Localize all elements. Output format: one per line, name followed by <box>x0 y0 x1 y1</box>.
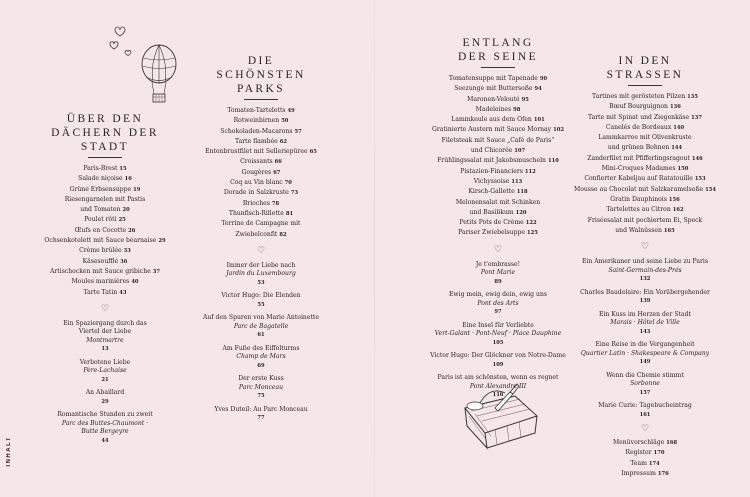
page-number: 161 <box>639 411 651 418</box>
story-entry[interactable] <box>565 402 725 419</box>
page-number: 135 <box>687 94 698 100</box>
page-number: 170 <box>653 450 665 457</box>
story-entry[interactable] <box>565 372 725 398</box>
recipe-entry[interactable] <box>418 218 578 228</box>
recipe-list <box>565 92 725 236</box>
recipe-entry[interactable] <box>30 288 180 298</box>
recipe-title: und Chicorée <box>470 147 513 155</box>
recipe-entry[interactable] <box>565 174 725 184</box>
story-entry[interactable] <box>565 289 725 306</box>
page-number: 125 <box>526 230 538 237</box>
recipe-entry[interactable] <box>565 154 725 164</box>
recipe-entry[interactable] <box>418 125 578 135</box>
story-entry[interactable] <box>565 341 725 367</box>
story-title: Ein Amerikaner und seine Liebe zu Paris <box>581 258 709 266</box>
page-number: 29 <box>158 238 166 245</box>
page-number: 29 <box>101 398 109 405</box>
recipe-title: und grünen Bohnen <box>607 144 670 152</box>
recipe-entry[interactable] <box>418 105 578 115</box>
back-matter-entry[interactable] <box>565 448 725 458</box>
recipe-title: und Basilikum <box>469 208 514 216</box>
recipe-entry[interactable] <box>418 115 578 125</box>
heart-divider-icon: ♡ <box>100 303 110 314</box>
recipe-title: Frühlingssalat mit Jakobsmuscheln <box>437 157 546 165</box>
page-number: 15 <box>119 166 127 172</box>
page-number: 53 <box>257 279 265 286</box>
recipe-entry[interactable] <box>418 208 578 218</box>
story-entry[interactable] <box>186 292 336 309</box>
recipe-entry[interactable] <box>565 205 725 215</box>
recipe-title: und Tomaten <box>80 206 121 214</box>
story-title: An Abaillard <box>85 389 125 397</box>
page-number: 139 <box>639 298 651 305</box>
recipe-title: Tarte Tatin <box>83 288 118 296</box>
recipe-entry[interactable] <box>186 106 336 116</box>
story-title: Viertel der Liebe <box>78 328 132 336</box>
page-number: 26 <box>128 227 136 234</box>
page-number: 113 <box>511 178 523 185</box>
page-number: 174 <box>648 460 660 467</box>
recipe-entry[interactable] <box>30 195 180 205</box>
recipe-entry[interactable] <box>186 116 336 126</box>
recipe-title: Lammkarree mit Olivenkruste <box>598 134 692 142</box>
page-number: 40 <box>131 279 139 286</box>
recipe-title: Friséesalat mit pochiertem Ei, Speck <box>587 216 703 224</box>
recipe-entry[interactable] <box>30 267 180 277</box>
page-number: 116 <box>492 392 504 399</box>
page-number: 154 <box>705 186 717 193</box>
page-number: 176 <box>657 471 669 478</box>
recipe-title: Mousse au Chocolat mit Salzkaramelsoße <box>573 185 704 193</box>
back-matter-title: Team <box>630 459 647 467</box>
page-number: 19 <box>133 186 141 193</box>
recipe-entry[interactable] <box>30 246 180 256</box>
recipe-title: Tartelettes au Citron <box>606 206 671 214</box>
section-heading: ENTLANG DER SEINE <box>457 37 539 63</box>
page-number: 109 <box>492 361 504 368</box>
recipe-title: Grüne Erbsensuppe <box>69 185 132 193</box>
story-location: Parc de Bagatelle <box>233 322 289 330</box>
story-title: Ein Spaziergang durch das <box>63 319 147 327</box>
recipe-entry[interactable] <box>565 133 725 143</box>
recipe-title: Seezunge mit Buttersoße <box>454 85 533 93</box>
page-number: 36 <box>120 258 128 265</box>
recipe-entry[interactable] <box>186 168 336 178</box>
page-number: 137 <box>691 114 703 121</box>
story-location: Pont Alexandre III <box>469 382 527 390</box>
story-entry[interactable] <box>30 320 180 354</box>
recipe-title: Paris-Brest <box>83 165 118 172</box>
recipe-entry[interactable] <box>565 185 725 195</box>
recipe-title: Poulet rôti <box>84 216 117 224</box>
recipe-title: Tomatensuppe mit Tapenade <box>448 75 538 82</box>
section-heading: IN DEN STRASSEN <box>606 55 684 81</box>
recipe-entry[interactable] <box>418 156 578 166</box>
page-number: 98 <box>513 106 521 113</box>
page-number: 89 <box>494 278 502 285</box>
recipe-entry[interactable] <box>565 102 725 112</box>
recipe-title: Kirsch-Gallette <box>468 188 515 196</box>
heading-rule <box>88 157 122 158</box>
page-number: 150 <box>677 166 689 173</box>
story-title: Marie Curie: Tagebucheintrag <box>598 402 692 410</box>
recipe-entry[interactable] <box>186 188 336 198</box>
recipe-entry[interactable] <box>565 92 725 102</box>
story-entry[interactable] <box>30 389 180 406</box>
recipe-entry[interactable] <box>186 230 336 240</box>
page-number: 144 <box>671 145 683 152</box>
page-number: 153 <box>694 176 706 183</box>
recipe-entry[interactable] <box>30 257 180 267</box>
story-title: Victor Hugo: Die Elenden <box>221 292 301 300</box>
page-number: 168 <box>666 440 678 447</box>
recipe-title: Bœuf Bourguignon <box>609 103 668 111</box>
page-number: 73 <box>290 190 299 197</box>
heart-divider-icon: ♡ <box>256 245 266 256</box>
column-daecher <box>30 112 180 497</box>
recipe-title: Schokoladen-Macarons <box>220 127 293 135</box>
story-title: Wenn die Chemie stimmt <box>606 371 684 379</box>
page-number: 33 <box>123 248 131 255</box>
hearts-icon <box>108 22 134 56</box>
recipe-entry[interactable] <box>418 95 578 105</box>
back-matter-title: Impressum <box>621 470 656 478</box>
page-number: 16 <box>124 176 132 183</box>
recipe-title: Tarte mit Spinat und Ziegenkäse <box>587 113 690 121</box>
page-number: 132 <box>639 276 651 283</box>
page-number: 107 <box>514 148 526 155</box>
section-heading: ÜBER DEN DÄCHERN DER STADT <box>51 113 159 153</box>
story-list <box>418 261 578 400</box>
recipe-title: Thunfisch-Rillette <box>228 209 284 217</box>
story-location: Jardin du Luxembourg <box>226 270 296 278</box>
recipe-title: Dorade in Salzkruste <box>223 189 289 197</box>
recipe-entry[interactable] <box>186 127 336 137</box>
recipe-title: Gratinierte Austern mit Sauce Mornay <box>432 126 552 134</box>
recipe-entry[interactable] <box>565 216 725 226</box>
heart-divider-icon: ♡ <box>493 244 503 255</box>
story-entry[interactable] <box>565 311 725 337</box>
page-number: 90 <box>539 76 548 82</box>
page-number: 37 <box>152 268 160 275</box>
page-number: 122 <box>525 220 537 227</box>
recipe-entry[interactable] <box>418 136 578 146</box>
page-number: 49 <box>287 108 295 114</box>
page-number: 82 <box>279 231 287 238</box>
story-location: Parc des Buttes-Chaumont · <box>61 419 149 427</box>
story-entry[interactable] <box>418 261 578 287</box>
page-number: 94 <box>534 86 542 93</box>
recipe-title: Lammkeule aus dem Ofen <box>451 116 532 124</box>
story-location: Père-Lachaise <box>83 367 127 375</box>
recipe-title: Entenbrustfilet mit Selleriepüree <box>205 148 308 156</box>
page-number: 66 <box>274 159 282 166</box>
recipe-entry[interactable] <box>418 177 578 187</box>
story-list <box>30 320 180 446</box>
heading-rule <box>481 67 515 68</box>
page-number: 62 <box>279 138 287 145</box>
recipe-title: Tartines mit gerösteten Pilzen <box>591 93 686 100</box>
recipe-title: Croissants <box>240 158 273 166</box>
recipe-entry[interactable] <box>418 198 578 208</box>
back-matter-title: Register <box>625 449 652 457</box>
page-number: 25 <box>118 217 126 224</box>
back-matter-entry[interactable] <box>565 469 725 479</box>
story-list <box>186 262 336 423</box>
recipe-title: Filetsteak mit Sauce „Café de Paris“ <box>441 136 555 144</box>
recipe-title: Ochsenkotelett mit Sauce béarnaise <box>44 237 157 245</box>
recipe-title: Gratin Dauphinois <box>610 195 667 203</box>
page-gutter <box>374 0 375 497</box>
recipe-title: Brioches <box>242 199 270 207</box>
page-number: 44 <box>101 437 109 444</box>
recipe-title: Pariser Zwiebelsuppe <box>458 229 525 237</box>
side-label: INHALT <box>6 436 12 467</box>
section-heading: DIE SCHÖNSTEN PARKS <box>216 55 306 95</box>
page-number: 21 <box>101 376 109 383</box>
recipe-title: Canelés de Bordeaux <box>605 123 672 131</box>
recipe-title: Riesengarnelen mit Pastis <box>64 195 146 203</box>
story-location: Champ de Mars <box>236 353 286 361</box>
story-entry[interactable] <box>418 352 578 369</box>
recipe-title: Zanderfilet mit Pfifferlingsragout <box>587 154 690 162</box>
recipe-entry[interactable] <box>30 185 180 195</box>
recipe-title: Moules marinières <box>71 278 130 286</box>
page-number: 97 <box>494 309 502 316</box>
story-title: Eine Reise in die Vergangenheit <box>595 341 695 349</box>
story-entry[interactable] <box>186 314 336 340</box>
page-number: 143 <box>639 328 651 335</box>
recipe-entry[interactable] <box>418 228 578 238</box>
story-location: Sorbonne <box>630 380 660 388</box>
recipe-title: Artischocken mit Sauce gribiche <box>49 267 151 275</box>
story-location: Parc Monceau <box>238 383 284 391</box>
recipe-entry[interactable] <box>186 147 336 157</box>
recipe-entry[interactable] <box>565 123 725 133</box>
recipe-title: Zwiebelconfit <box>235 230 278 238</box>
page-number: 140 <box>673 124 685 131</box>
story-entry[interactable] <box>418 322 578 348</box>
page-number: 146 <box>691 155 703 162</box>
story-location: Butte Bergeyre <box>81 428 129 436</box>
story-title: Immer der Liebe nach <box>226 261 296 269</box>
recipe-title: Käsesoufflé <box>82 257 119 265</box>
recipe-entry[interactable] <box>565 143 725 153</box>
recipe-entry[interactable] <box>186 157 336 167</box>
story-entry[interactable] <box>186 262 336 288</box>
recipe-entry[interactable] <box>418 167 578 177</box>
recipe-title: Pistazien-Financiers <box>460 167 523 175</box>
story-title: Ein Kuss im Herzen der Stadt <box>599 310 691 318</box>
recipe-title: Tomaten-Tarteletts <box>227 107 286 114</box>
page-number: 101 <box>533 117 545 124</box>
recipe-entry[interactable] <box>186 178 336 188</box>
recipe-title: Coq au Vin blanc <box>230 179 283 187</box>
story-title: Ewig mein, ewig dein, ewig uns <box>448 291 548 299</box>
page-number: 67 <box>273 169 281 176</box>
recipe-title: Vichyssoise <box>473 177 510 185</box>
recipe-title: Madeleines <box>475 105 512 113</box>
recipe-title: Gougères <box>241 168 272 176</box>
recipe-list <box>30 164 180 298</box>
page-number: 95 <box>521 96 529 103</box>
column-parks <box>186 54 336 497</box>
recipe-entry[interactable] <box>565 113 725 123</box>
recipe-entry[interactable] <box>565 195 725 205</box>
recipe-title: Mini-Croques Madames <box>601 165 676 173</box>
recipe-list <box>418 74 578 239</box>
page-number: 70 <box>284 180 292 187</box>
story-entry[interactable] <box>186 345 336 371</box>
story-location: Saint-Germain-des-Prés <box>608 266 682 274</box>
recipe-entry[interactable] <box>30 277 180 287</box>
story-title: Victor Hugo: Der Glöckner von Notre-Dame <box>430 352 566 360</box>
story-title: Je t'embrasse! <box>475 260 521 268</box>
recipe-entry[interactable] <box>418 187 578 197</box>
page-number: 50 <box>281 118 289 125</box>
story-title: Eine Insel für Verliebte <box>462 321 534 329</box>
recipe-title: Salade niçoise <box>78 175 123 183</box>
page-number: 120 <box>515 209 527 216</box>
page-number: 78 <box>271 200 280 207</box>
story-entry[interactable] <box>30 359 180 385</box>
page-number: 110 <box>547 158 559 165</box>
story-title: Yves Duteil: Au Parc Monceau <box>214 405 308 413</box>
page-number: 149 <box>639 359 651 366</box>
recipe-entry[interactable] <box>418 146 578 156</box>
page-number: 43 <box>119 289 127 296</box>
story-title: Am Fuße des Eiffelturms <box>222 344 300 352</box>
page-number: 136 <box>669 104 681 111</box>
story-entry[interactable] <box>186 375 336 401</box>
page-number: 102 <box>553 127 564 134</box>
recipe-entry[interactable] <box>30 174 180 184</box>
recipe-entry[interactable] <box>30 236 180 246</box>
story-title: Auf den Spuren von Marie Antoinette <box>203 314 319 322</box>
recipe-list <box>186 106 336 240</box>
page-number: 112 <box>524 168 536 175</box>
recipe-entry[interactable] <box>565 164 725 174</box>
story-entry[interactable] <box>565 258 725 284</box>
recipe-entry[interactable] <box>186 209 336 219</box>
heart-divider-icon: ♡ <box>640 424 650 435</box>
story-location: Quartier Latin · Shakespeare & Company <box>580 349 710 357</box>
recipe-title: Crème brûlée <box>79 247 122 255</box>
story-title: Verbotene Liebe <box>79 358 131 366</box>
story-location: Montmartre <box>86 336 124 344</box>
story-location: Pont Marie <box>480 269 516 277</box>
column-seine <box>418 36 578 497</box>
page-number: 69 <box>257 362 265 369</box>
story-list <box>565 258 725 419</box>
story-location: Pont des Arts <box>477 299 519 307</box>
recipe-entry[interactable] <box>186 137 336 147</box>
recipe-entry[interactable] <box>30 215 180 225</box>
recipe-title: Petits Pots de Crème <box>459 219 524 227</box>
recipe-entry[interactable] <box>186 199 336 209</box>
page-number: 157 <box>639 389 651 396</box>
hot-air-balloon-icon <box>138 44 180 106</box>
story-entry[interactable] <box>418 291 578 317</box>
story-entry[interactable] <box>418 374 578 400</box>
page-number: 65 <box>309 149 317 156</box>
back-matter-list <box>565 438 725 479</box>
recipe-title: Rotweinbirnen <box>233 117 280 125</box>
page-number: 118 <box>516 189 528 196</box>
page-number: 156 <box>668 196 680 203</box>
page-number: 61 <box>257 332 265 339</box>
page-number: 75 <box>257 393 265 400</box>
back-matter-entry[interactable] <box>565 438 725 448</box>
page-number: 105 <box>492 339 504 346</box>
recipe-title: Terrine de Campagne mit <box>221 220 301 228</box>
recipe-title: und Walnüssen <box>615 226 662 234</box>
story-title: Der erste Kuss <box>238 375 284 383</box>
recipe-entry[interactable] <box>418 74 578 84</box>
back-matter-title: Menüvorschläge <box>612 439 665 447</box>
heading-rule <box>628 85 662 86</box>
heading-rule <box>244 99 278 100</box>
heart-divider-icon: ♡ <box>640 242 650 253</box>
story-entry[interactable] <box>186 406 336 423</box>
recipe-entry[interactable] <box>565 226 725 236</box>
story-location: Vert-Galant · Pont-Neuf · Place Dauphine <box>434 330 562 338</box>
recipe-entry[interactable] <box>30 205 180 215</box>
story-entry[interactable] <box>30 411 180 445</box>
page-number: 55 <box>257 301 265 308</box>
page-number: 165 <box>663 227 675 234</box>
page-number: 57 <box>294 128 302 135</box>
column-strassen <box>565 54 725 497</box>
story-title: Charles Baudelaire: Ein Vorübergehender <box>580 288 710 296</box>
page-number: 20 <box>122 207 130 214</box>
recipe-title: Melonensalat mit Schinken <box>455 198 541 206</box>
recipe-title: Confierter Kabeljau auf Ratatouille <box>584 175 693 183</box>
page-number: 81 <box>285 210 294 217</box>
recipe-title: Œufs en Cocotte <box>74 226 127 234</box>
page-number: 162 <box>672 207 684 214</box>
recipe-title: Tarte flambée <box>235 137 278 145</box>
story-title: Romantische Stunden zu zweit <box>57 411 153 419</box>
recipe-title: Maronen-Velouté <box>467 95 520 103</box>
story-title: Paris ist am schönsten, wenn es regnet <box>437 374 559 382</box>
recipe-entry[interactable] <box>418 84 578 94</box>
story-location: Marais · Hôtel de Ville <box>610 319 680 327</box>
recipe-entry[interactable] <box>186 219 336 229</box>
back-matter-entry[interactable] <box>565 459 725 469</box>
page-number: 77 <box>257 415 265 422</box>
recipe-entry[interactable] <box>30 164 180 174</box>
recipe-entry[interactable] <box>30 226 180 236</box>
page-number: 13 <box>101 346 109 353</box>
